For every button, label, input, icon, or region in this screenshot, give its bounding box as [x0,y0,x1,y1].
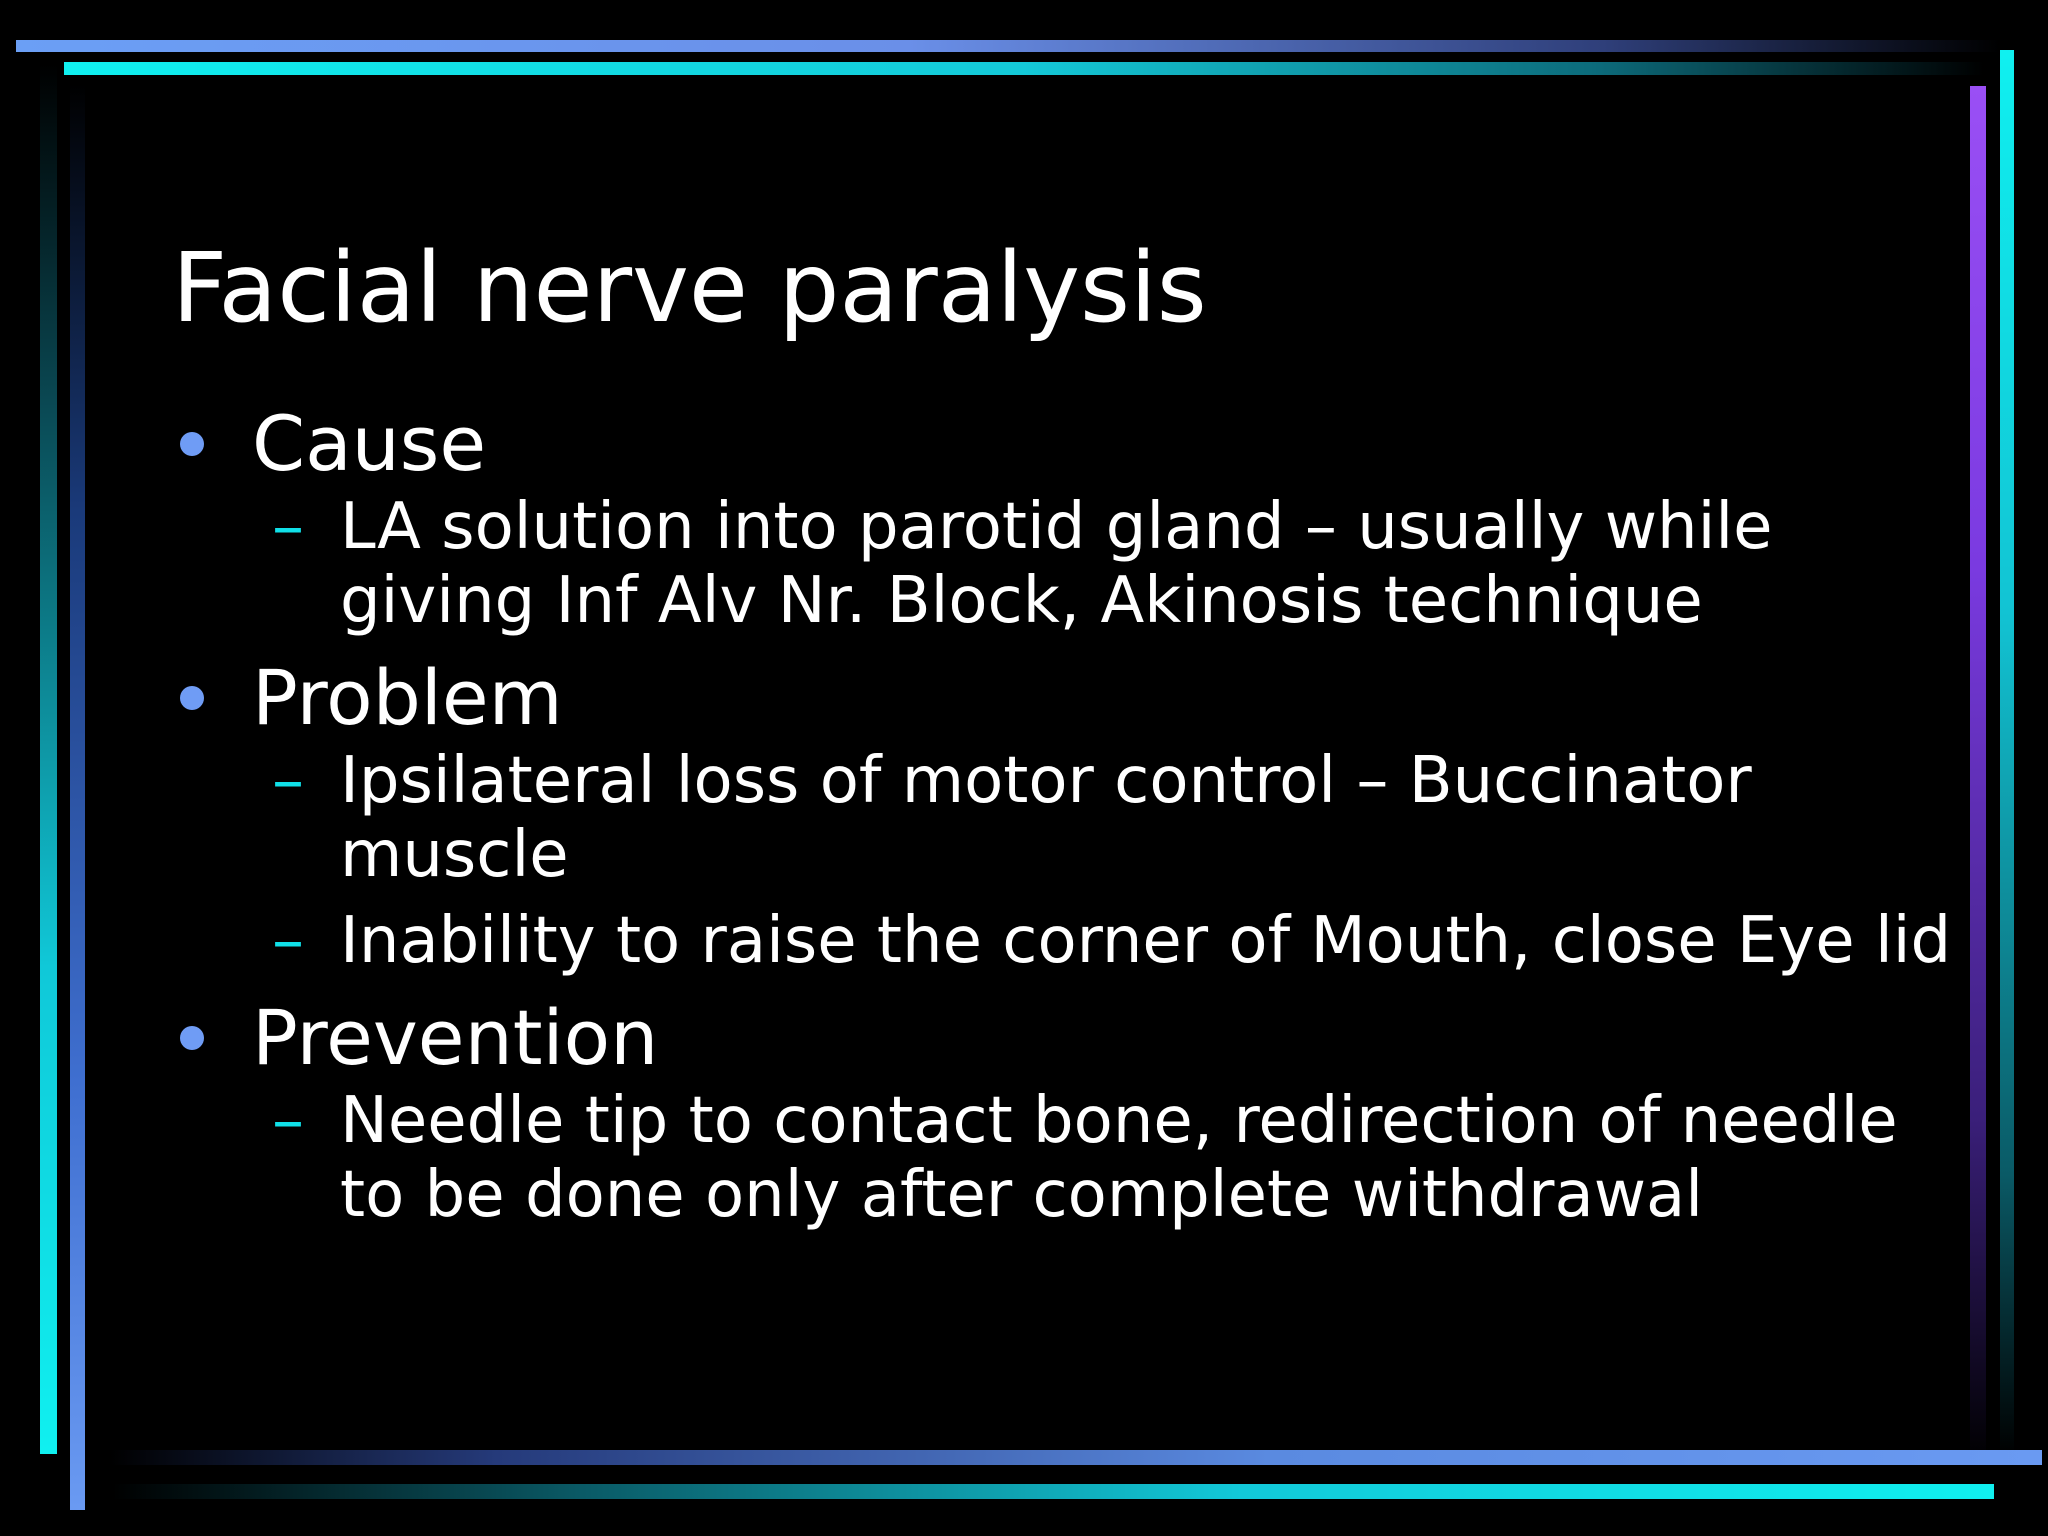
sub-item-problem-2 [272,904,1952,978]
bullet-dot-icon [180,1026,204,1050]
frame-bar-bottom-blue [110,1450,2042,1465]
sub-item-line: Inability to raise the corner of Mouth, close Eye lid [340,904,1952,978]
sub-item-line: LA solution into parotid gland – usually while [340,490,1773,564]
sub-item-problem-1 [272,744,1872,892]
frame-bar-left-blue [70,84,85,1510]
sub-item-line: to be done only after complete withdrawal [340,1158,1704,1232]
bullet-label: Problem [252,653,563,742]
dash-icon: – [272,744,304,818]
frame-bar-right-cyan [2000,50,2014,1456]
frame-bar-bottom-cyan [112,1484,1994,1499]
dash-icon: – [272,1084,304,1158]
frame-bar-left-cyan [40,64,57,1454]
sub-item-cause-1 [272,490,1872,638]
bullet-cause [172,398,1872,490]
dash-icon: – [272,490,304,564]
sub-item-prevention-1 [272,1084,1898,1232]
bullet-label: Prevention [252,993,659,1082]
dash-icon: – [272,904,304,978]
sub-item-line: Needle tip to contact bone, redirection of needle [340,1084,1898,1158]
sub-item-line: Ipsilateral loss of motor control – Buccinator [340,744,1752,818]
sub-item-line: giving Inf Alv Nr. Block, Akinosis technique [340,564,1703,638]
slide-title: Facial nerve paralysis [172,232,1207,344]
frame-bar-top-cyan [64,62,1984,75]
bullet-problem [172,652,1872,744]
sub-item-line: muscle [340,818,569,892]
bullet-dot-icon [180,432,204,456]
bullet-label: Cause [252,399,487,488]
slide-content [172,398,1952,1232]
bullet-prevention [172,992,1872,1084]
frame-bar-top-blue [16,40,2000,52]
bullet-dot-icon [180,686,204,710]
frame-bar-right-purple [1970,86,1986,1462]
